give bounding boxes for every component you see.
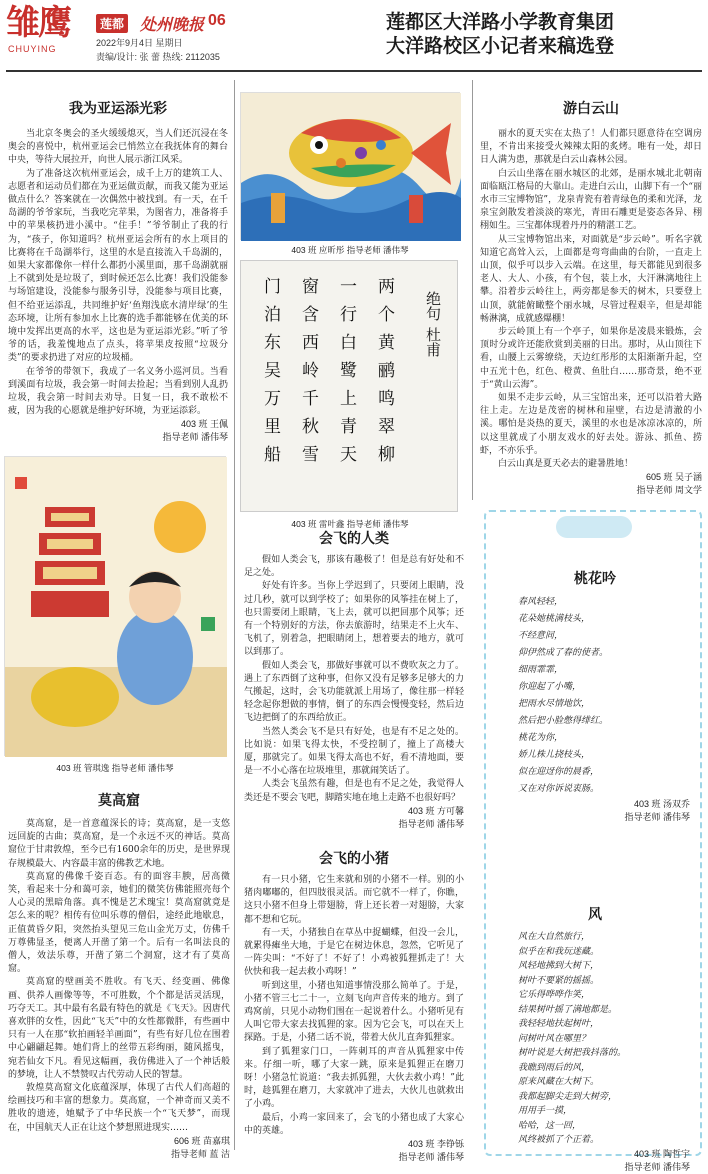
article-credit <box>244 1138 464 1164</box>
paragraph: 白云山坐落在丽水城区的北郊，是丽水城北北朝南面临瓯江格局的大靠山。走进白云山，山脚下有一个“丽水市三宝博物馆”，龙泉青瓷有着青绿色的柔和光泽，龙泉宝剑散发着淡淡的寒光，青田石雕更是姿态各异、栩栩如生。三宝都体现着丹丹的精湛工艺。 <box>480 168 702 232</box>
frame-ornament <box>556 516 632 538</box>
paragraph: 白云山真是夏天必去的避暑胜地！ <box>498 459 634 470</box>
article-credit <box>480 471 702 497</box>
poem-column-2: 一行白鹭上青天 <box>336 277 356 473</box>
issue-date: 2022年9月4日 星期日 <box>96 38 183 48</box>
page-number: 06 <box>208 12 226 29</box>
article-body <box>244 554 464 805</box>
paper-logo: 雏鹰 <box>6 3 70 43</box>
poem-line: 桃花为你， <box>518 733 564 743</box>
poem-line: 我轻轻地扶起树叶， <box>518 1019 600 1029</box>
poem-line: 哈哈，这一回， <box>518 1120 582 1131</box>
paragraph: 有一只小猪，它生来就和别的小猪不一样。别的小猪肉嘟嘟的，但四肢很灵活。而它就不一样了，你瞧，这只小猪不但身上带翅膀，背上还长着一对翅膀，大家都不想和它玩。 <box>244 875 464 925</box>
paragraph: 从三宝博物馆出来，对面就是“步云岭”。听名字就知道它高耸入云，上面都是弯弯曲曲的台阶，一直走上山顶，似乎可以步入云端。在这里，每天都能见到很多老人、大人、小孩，有个包，装上水，大汗淋漓地往上攀。沿着步云岭往上，两旁都是参天的树木，只要登上山顶，就能俯瞰整个丽水城，尽管过程艰辛，但是却能畅淋漓，成就感爆棚！ <box>480 234 702 324</box>
paragraph: 好处有许多。当你上学迟到了，只要闭上眼睛，没过几秒，就可以到学校了；如果你的风筝挂在树上了，也只需要闭上眼睛，飞上去，就可以把回那个风筝；还有一个特别好的方法，你去旅游时，结果走不上火车、飞机了，别着急，把眼睛闭上，想着要去的地方，就可以到那了。 <box>244 581 464 658</box>
author: 403 班 王佩 <box>180 419 228 430</box>
poem-title: 风 <box>588 907 602 923</box>
article-body <box>480 128 702 471</box>
poem-lines <box>500 930 690 1148</box>
poem-line: 娇儿株儿挠枝头， <box>518 750 591 760</box>
article-title: 我为亚运添光彩 <box>69 101 167 117</box>
poem-line: 风终被抓了个正着。 <box>518 1135 600 1145</box>
article-body <box>8 128 228 418</box>
headline-line-2: 大洋路校区小记者来稿选登 <box>385 35 614 57</box>
article-title: 会飞的小猪 <box>319 851 389 867</box>
poem-credit <box>500 1148 690 1174</box>
editor-info: 责编/设计: 张 蕾 热线: 2112035 <box>96 52 220 62</box>
advisor: 指导老师 周文学 <box>636 485 702 496</box>
poem-frame <box>484 510 702 1172</box>
poem-column-3: 窗含西岭千秋雪 <box>298 277 318 473</box>
article-flying-humans <box>244 528 464 831</box>
pagoda-image-caption: 403 班 管琪逸 指导老师 潘伟琴 <box>56 763 174 773</box>
poem-lines <box>500 594 690 798</box>
calligraphy-title-block <box>413 291 453 357</box>
poem-line: 似在迎迓你的晨香， <box>518 767 600 777</box>
article-body <box>244 874 464 1138</box>
article-title: 游白云山 <box>563 101 619 117</box>
paragraph: 假如人类会飞，那该有趣极了！但是总有好处和不足之处。 <box>244 555 464 579</box>
advisor: 指导老师 蓝 洁 <box>170 1148 230 1159</box>
paragraph: 听到这里，小猪也知道事情没那么简单了。于是，小猪不管三七二十一，立刻飞向声音传来的地方。到了鸡窝前，只见小动物们围在一起说着什么。小猪听见有人叫它带大家去找狐狸的家。因为它会飞，可以在天上探路。于是，小猪二话不说，带着大伙儿直奔狐狸家。 <box>244 980 464 1044</box>
article-mogao <box>8 790 230 1161</box>
pagoda-drawing-image <box>4 456 226 756</box>
paragraph: 最后，小鸡一家回来了，会飞的小猪也成了大家心中的英雄。 <box>244 1112 464 1136</box>
calligraphy-image <box>240 260 458 512</box>
paragraph: 步云岭顶上有一个亭子，如果你是凌晨来锻炼，会顶时分或许还能欣赏到美丽的日出。那时，从山顶往下看，山腰上云雾缭绕，天边红彤彤的太阳渐渐升起，空中五光十色，红色、橙黄、鱼肚白……那奇景，绝不亚于“黄山云海”。 <box>480 327 702 390</box>
poem-line: 然后把小脸憋得绯红。 <box>518 716 609 726</box>
column-divider <box>234 80 235 1150</box>
poem-line: 它乐得哗哗作笑， <box>518 990 591 1000</box>
article-body <box>8 818 230 1135</box>
author: 403 班 汤双乔 <box>633 799 690 809</box>
headline-line-1: 莲都区大洋路小学教育集团 <box>385 11 614 33</box>
poem-line: 用用手一摸， <box>518 1106 573 1116</box>
article-baiyun-mountain <box>480 98 702 497</box>
poem-line: 我瞧到雨后的风， <box>518 1062 591 1073</box>
author: 605 班 吴子涵 <box>645 472 702 483</box>
poem-line: 你迎起了小嘴， <box>518 682 582 692</box>
poem-line: 原来风藏在大树下。 <box>518 1077 600 1087</box>
poem-column-4: 门泊东吴万里船 <box>260 277 280 473</box>
paragraph: 莫高窟的佛像千姿百态。有的面容丰腴，居高微笑，看起来十分和蔼可亲，她们的微笑仿佛能照亮每个人心灵的黑暗角落。真不愧是艺术瑰宝！莫高窟就竟是怎么来的呢？相传有位叫乐尊的僧侣，途经此地歇息，正值黄昏夕阳，突然抬头望见三危山金光万丈，仿佛千万尊佛显圣，便离人开凿了第一个。后有一名叫法良的僧人，效法乐尊，开凿了第二个洞窟，这才有了莫高窟。 <box>8 871 230 975</box>
paragraph: 莫高窟，是一首意蕴深长的诗；莫高窟，是一支悠远回旋的古曲；莫高窟，是一个永远不灭的神话。莫高窟位于甘肃敦煌，至今已有1600余年的历史，是世界现存规模最大、内容最丰富的佛教艺术地。 <box>8 819 230 869</box>
poem-credit <box>500 798 690 824</box>
poem-line: 细雨霏霏， <box>518 665 564 675</box>
logo-subtitle: CHUYING <box>8 44 57 54</box>
poem-line: 似乎在和我玩迷藏。 <box>518 946 600 957</box>
paragraph: 为了准备这次杭州亚运会，成千上万的建筑工人、志愿者和运动员们都在为亚运做贡献，而我又能为亚运做点什么？答案就在一次偶然中被找到。有一天，在千岛湖的爷爷家玩，当我吃完苹果，为图省力，准备将手中的苹果核扔进小溪中。“住手！”爷爷制止了我的行为，“孩子，你知道吗？杭州亚运会所有的水上项目的比赛将在千岛湖举行，这里的水是直接流入千岛湖的，如果大家都像你一样什么都扔小溪里面，那千岛湖就丽上不就到处是垃圾了，到时候还怎么比赛！我们没能参与场馆建设，没能参与服务引导，没能参与项目比赛，但不给亚运添乱，共同维护好‘鱼翔浅底水清岸绿’的生态环境，让所有参加水上比赛的选手都能够在优美的环境中发挥出更高的水平，这也是为亚运添光彩。”听了爷爷的话，我羞愧地点了点头，将苹果皮按照“垃圾分类”的要求扔进了对应的垃圾桶。 <box>8 168 228 364</box>
paragraph: 人类会飞虽然有趣，但是也有不足之处，我觉得人类还是不要会飞吧，脚踏实地在地上走路不也很好吗？ <box>244 779 464 803</box>
article-credit <box>8 1135 230 1161</box>
paragraph: 到了狐狸家门口，一阵刺耳的声音从狐狸家中传来。仔细一听，哪了大家一跳，原来是狐狸正在磨刀呀！小猪急忙说道：“我去抓狐狸，大伙去救小鸡！”此时，趁狐狸在磨刀，大家就冲了进去，大伙儿也就救出了小鸡。 <box>244 1046 464 1110</box>
poem-taohua <box>500 568 690 824</box>
author: 403 班 李铮铄 <box>407 1139 464 1150</box>
header-divider <box>6 70 702 72</box>
paragraph: 有一天，小猪独自在草丛中捉蝴蝶，但没一会儿，就累得瘫坐大地，于是它在树边休息，忽然，它听见了一阵尖叫：“不好了！不好了！小鸡被狐狸抓走了！大伙快和我一起去救小鸡呀！” <box>244 927 464 978</box>
paper-name: 处州晚报 <box>140 15 205 34</box>
paragraph: 莫高窟的壁画美不胜收。有飞天、经变画、佛像画、供养人画像等等，不可胜数，个个都是活灵活现，巧夺天工。其中最有名最有特色的就是《飞天》。因唐代喜欢胖的女性，因此“飞天”中的女性都微胖，有些画中只有一人在那“软拍画轻羊画面”，有些有好几位在围着中心翩翩起舞。她们背上的丝带五彩绚丽，随风摇曳，宛若仙女下凡。看见这幅画，我仿佛进入了一个神话般的梦境，让人不禁赞叹古代劳动人民的智慧。 <box>8 977 230 1080</box>
poem-title: 绝句 <box>424 291 442 321</box>
poem-line: 风在大自然旅行， <box>518 932 591 942</box>
article-title: 莫高窟 <box>98 793 140 809</box>
poem-line: 春风轻轻， <box>518 597 564 607</box>
paragraph: 在爷爷的带领下，我成了一名义务小巡河员。当看到溪面有垃圾，我会第一时间去捡起；当看到别人乱扔垃圾，我会第一时间去劝导。日复一日，我不敢松不疲，因为我的心愿就是维护好环境，为亚运添彩。 <box>8 366 228 417</box>
paragraph: 敦煌莫高窟文化底蕴深厚，体现了古代人们高超的绘画技巧和丰富的想象力。莫高窟，一个神奇而又美不胜收的遗迹，她赋予了中华民族一个“飞天梦”，而现在，中国航天人正在让这个梦想照进现实…… <box>8 1083 230 1133</box>
poem-line: 又在对你诉说衷肠。 <box>518 784 600 794</box>
poem-line: 风轻地拂到大树下， <box>518 961 600 971</box>
poem-line: 花朵她桃满枝头， <box>518 614 591 624</box>
paragraph: 如果不走步云岭，从三宝馆出来，还可以沿着大路往上走。左边是茂密的树林和崖壁，右边是清澈的小溪。哪怕是炎热的夏天，溪里的水也是冰凉冰凉的，所以这里就成了小朋友戏水的好去处。游泳、抓鱼、捞虾，不亦乐乎。 <box>480 393 702 456</box>
article-yayun <box>8 98 228 444</box>
advisor: 指导老师 潘伟琴 <box>398 1152 464 1163</box>
poem-author: 杜甫 <box>424 327 442 357</box>
article-flying-pig <box>244 848 464 1164</box>
pagoda-illustration <box>5 457 227 757</box>
calligraphy-image-caption: 403 班 雷叶鑫 指导老师 潘伟琴 <box>291 519 409 529</box>
page-headline <box>300 10 700 58</box>
column-divider <box>472 80 473 500</box>
advisor: 指导老师 潘伟琴 <box>624 812 690 822</box>
paragraph: 当北京冬奥会的圣火缓缓熄灭，当人们还沉浸在冬奥会的喜悦中，杭州亚运会已悄然立在我抚体育的舞台中央，等待大展拉开，向世人展示浙江风采。 <box>8 129 228 166</box>
paragraph: 假如人类会飞，那做好事就可以不费吹灰之力了。遇上了东西倒了这种事，但你又没有足够多足够大的力气搬起，这时，会飞功能就派上用场了，像往那一样轻轻念起你想做的事情，倒了的东西会慢慢变轻，然后边飞边把倒了的东西给放正。 <box>244 660 464 724</box>
author: 403 班 陶哲宇 <box>633 1148 690 1159</box>
poem-line: 把雨水尽情地饮， <box>518 699 591 709</box>
poem-line: 我都起脚尖走到大树旁， <box>518 1091 618 1102</box>
author: 403 班 方可馨 <box>407 805 464 816</box>
fish-painting-image <box>240 92 460 240</box>
advisor: 指导老师 潘伟琴 <box>162 432 228 443</box>
paragraph: 当然人类会飞不是只有好处，也是有不足之处的。比如说：如果飞得太快，不受控制了，撞上了高楼大厦，那就完了。如果飞得太高也不好，看不清地面，要是一不小心落在垃圾堆里，那就闹笑话了。 <box>244 726 464 777</box>
poem-column-1: 两个黄鹂鸣翠柳 <box>374 277 394 473</box>
calligraphy-grid <box>253 271 409 503</box>
article-credit <box>8 418 228 444</box>
poem-line: 仰伊然成了春的使者。 <box>518 648 609 658</box>
article-title: 会飞的人类 <box>319 531 389 547</box>
poem-line: 问树叶风在哪里？ <box>518 1033 591 1044</box>
fish-image-caption: 403 班 应昕彤 指导老师 潘伟琴 <box>291 245 409 255</box>
poem-line: 结果树叶摇了满地都是。 <box>518 1004 618 1015</box>
fish-illustration <box>241 93 461 241</box>
poem-wind <box>500 904 690 1174</box>
poem-line: 树叶说是大树把我抖落的。 <box>518 1048 627 1058</box>
poem-line: 树叶不要紧的摇摇。 <box>518 975 600 986</box>
section-tag: 莲都 <box>96 14 128 33</box>
article-credit <box>244 805 464 831</box>
advisor: 指导老师 潘伟琴 <box>398 818 464 829</box>
advisor: 指导老师 潘伟琴 <box>624 1161 690 1172</box>
poem-line: 不经意间， <box>518 631 564 641</box>
author: 606 班 苗嘉琪 <box>173 1135 230 1146</box>
paragraph: 丽水的夏天实在太热了！人们都只愿意待在空调房里，不肯出来接受火辣辣太阳的炙烤。唯有一处，却日日人满为患，那就是白云山森林公园。 <box>480 129 702 166</box>
poem-title: 桃花吟 <box>574 571 616 587</box>
